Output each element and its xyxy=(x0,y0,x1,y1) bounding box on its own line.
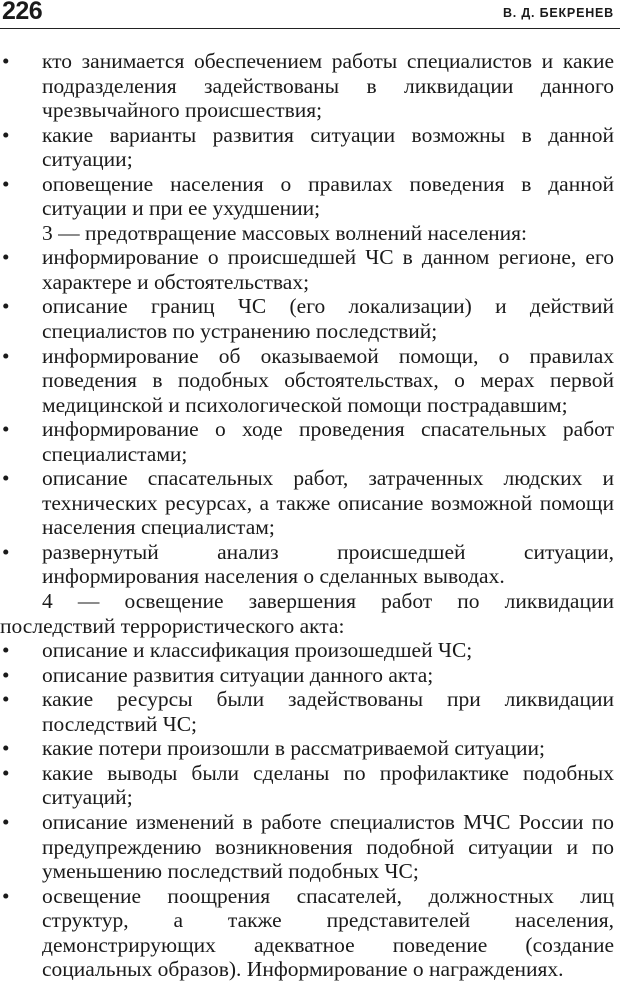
bullet-item xyxy=(0,466,614,540)
bullet-icon: • xyxy=(2,809,10,834)
bullet-text: оповещение населения о правилах поведения в данной ситуации и при ее ухудшении; xyxy=(42,171,614,221)
bullet-icon: • xyxy=(2,662,10,687)
bullet-icon: • xyxy=(2,539,10,564)
bullet-icon: • xyxy=(2,245,10,270)
bullet-text: информирование об оказываемой помощи, о правилах поведения в подобных обстоятельствах, о мерах первой медицинской и психологической помощи пострадавшим; xyxy=(42,343,614,417)
bullet-text: освещение поощрения спасателей, должностных лиц структур, а также представителей населения, демонстрирующих адекватное поведение (создание социальных образов). Информирование о награждениях. xyxy=(42,883,614,982)
bullet-text: какие потери произошли в рассматриваемой ситуации; xyxy=(42,736,545,761)
bullet-item xyxy=(0,884,614,982)
page-body xyxy=(0,49,614,982)
bullet-icon: • xyxy=(2,294,10,319)
bullet-text: какие варианты развития ситуации возможны в данной ситуации; xyxy=(42,122,614,172)
header-rule xyxy=(0,28,620,29)
bullet-icon: • xyxy=(2,49,10,73)
bullet-item xyxy=(0,687,614,736)
bullet-icon: • xyxy=(2,638,10,663)
bullet-text: развернутый анализ происшедшей ситуации, информирования населения о сделанных выводах. xyxy=(42,539,614,589)
bullet-item xyxy=(0,344,614,418)
bullet-text: какие ресурсы были задействованы при ликвидации последствий ЧС; xyxy=(42,687,614,736)
bullet-text: описание границ ЧС (его локализации) и действий специалистов по устранению последствий; xyxy=(42,294,614,344)
bullet-item xyxy=(0,638,614,663)
bullet-item xyxy=(0,49,614,123)
bullet-icon: • xyxy=(2,171,10,196)
bullet-icon: • xyxy=(2,466,10,491)
bullet-icon: • xyxy=(2,760,10,785)
running-head: В. Д. БЕКРЕНЕВ xyxy=(502,6,614,20)
bullet-item xyxy=(0,123,614,172)
bullet-item xyxy=(0,172,614,221)
bullet-item xyxy=(0,663,614,688)
bullet-item xyxy=(0,245,614,294)
bullet-text: какие выводы были сделаны по профилактике подобных ситуаций; xyxy=(42,760,614,810)
bullet-item xyxy=(0,810,614,884)
bullet-icon: • xyxy=(2,343,10,368)
bullet-icon: • xyxy=(2,122,10,147)
bullet-icon: • xyxy=(2,687,10,712)
bullet-text: описание развития ситуации данного акта; xyxy=(42,662,434,687)
bullet-text: кто занимается обеспечением работы специалистов и какие подразделения задействованы в ликвидации данного чрезвычайного происшествия; xyxy=(42,49,614,123)
bullet-item xyxy=(0,736,614,761)
bullet-item xyxy=(0,761,614,810)
paragraph: 4 — освещение завершения работ по ликвидации последствий террористического акта: xyxy=(0,589,614,638)
bullet-icon: • xyxy=(2,417,10,442)
page-number: 226 xyxy=(2,0,43,25)
bullet-text: информирование о ходе проведения спасательных работ специалистами; xyxy=(42,417,614,466)
bullet-text: информирование о происшедшей ЧС в данном регионе, его характере и обстоятельствах; xyxy=(42,245,614,294)
bullet-text: описание спасательных работ, затраченных людских и технических ресурсах, а также описание возможной помощи населения специалистам; xyxy=(42,466,614,540)
bullet-text: описание и классификация произошедшей ЧС; xyxy=(42,638,473,663)
bullet-text: описание изменений в работе специалистов МЧС России по предупреждению возникновения подобной ситуации и по уменьшению последствий подобных ЧС; xyxy=(42,809,614,884)
bullet-icon: • xyxy=(2,736,10,761)
paragraph: 3 — предотвращение массовых волнений населения: xyxy=(42,220,528,245)
page-header xyxy=(0,0,620,32)
bullet-icon: • xyxy=(2,883,10,908)
bullet-item xyxy=(0,540,614,589)
bullet-item xyxy=(0,417,614,466)
bullet-item xyxy=(0,294,614,343)
